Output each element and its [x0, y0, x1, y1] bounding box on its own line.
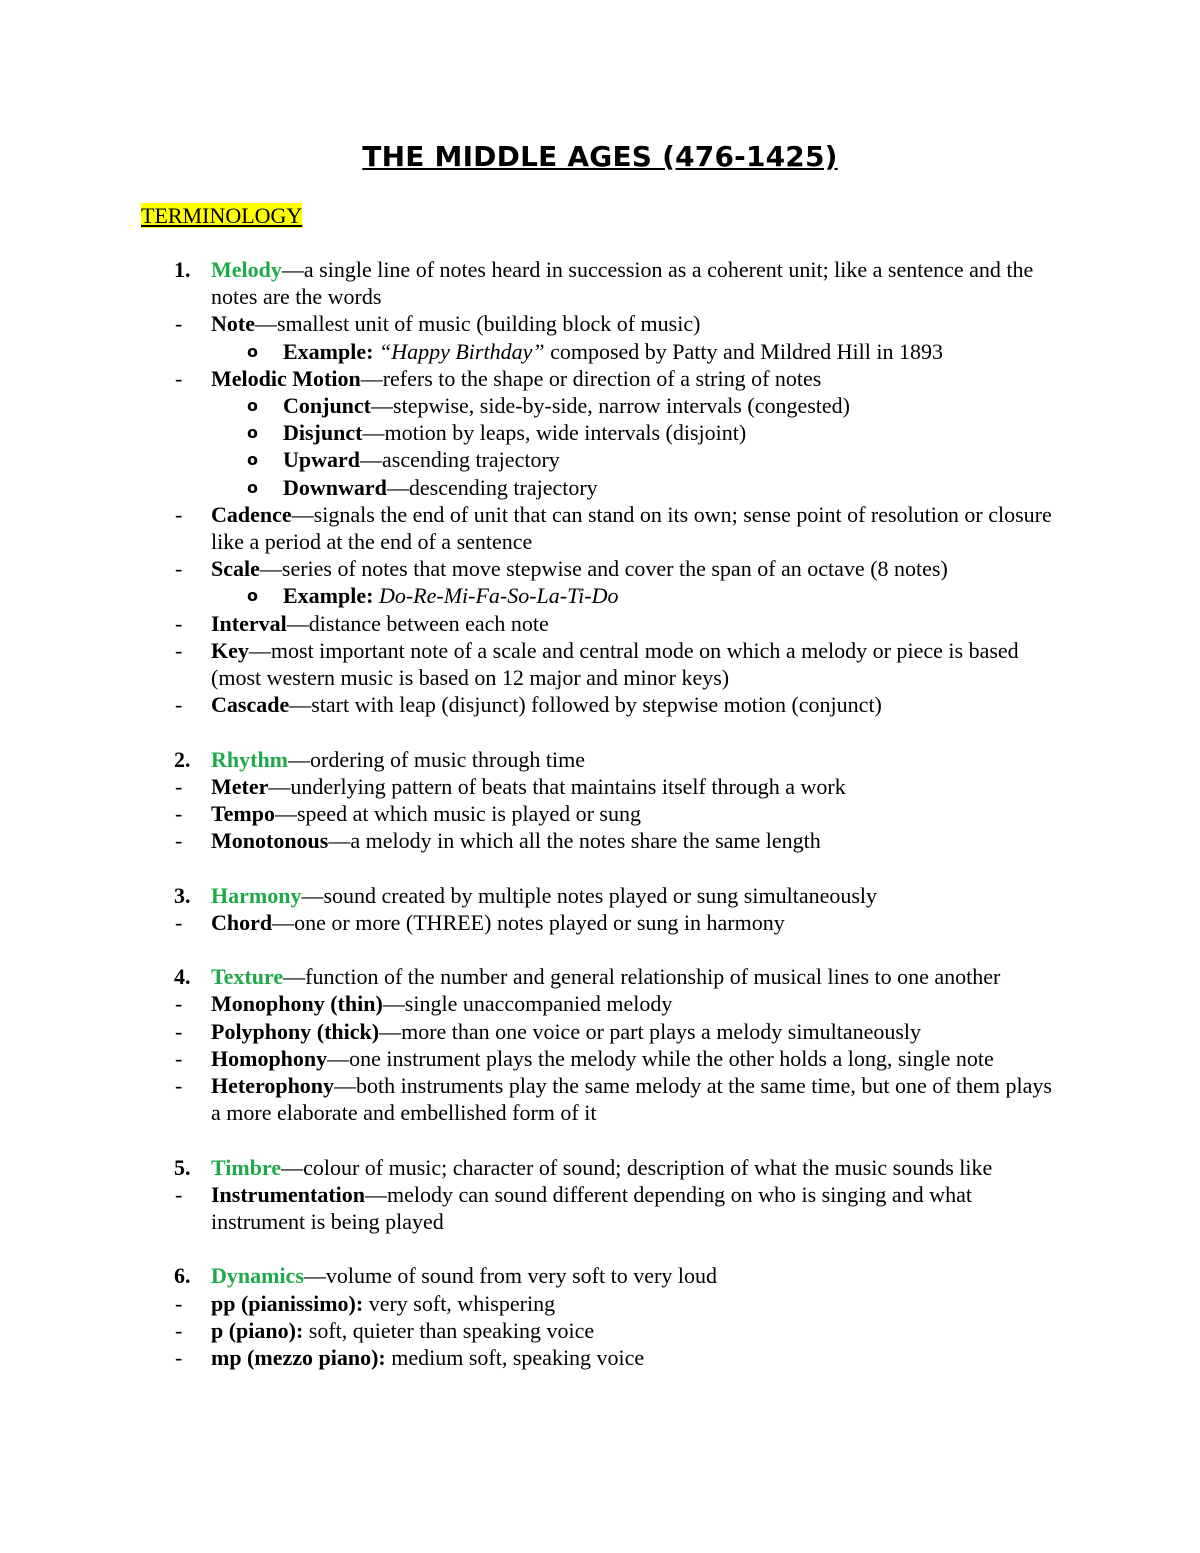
bullet-term: Disjunct: [283, 420, 363, 446]
subterm-name: Monophony (thin): [211, 991, 383, 1017]
subterm-name: Interval: [211, 610, 287, 636]
bullet-item: [247, 474, 1066, 501]
term-name: Harmony: [211, 882, 302, 908]
dash-marker: -: [175, 311, 183, 337]
subterm-name: Note: [211, 311, 255, 337]
subterm-name: Melodic Motion: [211, 365, 361, 391]
subterm-name: mp (mezzo piano):: [211, 1345, 386, 1371]
term-definition: —volume of sound from very soft to very loud: [303, 1263, 717, 1289]
term-line: [211, 882, 1066, 909]
bullet-term: Downward: [283, 474, 387, 500]
subterm-definition: —melody can sound different depending on who is singing and what instrument is being played: [211, 1181, 972, 1235]
subterm-name: Meter: [211, 773, 269, 799]
bullet-text: —motion by leaps, wide intervals (disjoint): [362, 420, 747, 446]
term-line: [211, 963, 1066, 990]
dash-marker: -: [175, 828, 183, 854]
subterm-definition: —a melody in which all the notes share the same length: [328, 828, 821, 854]
term-definition: —a single line of notes heard in succession as a coherent unit; like a sentence and the notes are the words: [211, 257, 1034, 310]
term-number: 4.: [174, 964, 191, 990]
subterm-item: [175, 1290, 1066, 1317]
term-definition: —function of the number and general relationship of musical lines to one another: [283, 964, 1001, 990]
subterm-item: [175, 1072, 1066, 1126]
term-item: [141, 963, 1066, 1126]
bullet-item: [247, 419, 1066, 446]
subterm-definition: —smallest unit of music (building block of music): [254, 311, 701, 337]
bullet-circle-icon: o: [247, 396, 258, 416]
bullet-item: [247, 446, 1066, 473]
subterm-name: Scale: [211, 556, 260, 582]
bullet-term: Example:: [283, 338, 379, 364]
subterm-name: p (piano):: [211, 1317, 304, 1343]
subterm-name: Cadence: [211, 501, 292, 527]
bullet-text: —stepwise, side-by-side, narrow intervals (congested): [371, 393, 850, 419]
subterm-definition: —refers to the shape or direction of a string of notes: [360, 365, 822, 391]
subterm-item: [175, 1018, 1066, 1045]
term-name: Dynamics: [211, 1263, 304, 1289]
dash-marker: -: [175, 637, 183, 663]
terminology-list: [141, 256, 1066, 1371]
bullet-item: [247, 338, 1066, 365]
subterm-definition: medium soft, speaking voice: [385, 1345, 645, 1371]
dash-marker: -: [175, 1073, 183, 1099]
subterm-definition: —signals the end of unit that can stand on its own; sense point of resolution or closure like a period at the end of a sentence: [211, 501, 1052, 555]
bullet-term: Example:: [283, 583, 379, 609]
subterm-item: [175, 1344, 1066, 1371]
subterm-definition: —both instruments play the same melody at the same time, but one of them plays a more elaborate and embellished form of it: [211, 1073, 1052, 1126]
dash-marker: -: [175, 1317, 183, 1343]
subterm-definition: —one instrument plays the melody while the other holds a long, single note: [327, 1045, 994, 1071]
subterm-name: Tempo: [211, 801, 275, 827]
bullet-example: Do-Re-Mi-Fa-So-La-Ti-Do: [378, 583, 619, 609]
subterm-item: [175, 637, 1066, 691]
dash-marker: -: [175, 1290, 183, 1316]
bullet-item: [247, 582, 1066, 609]
subterm-item: [175, 800, 1066, 827]
subterm-definition: very soft, whispering: [363, 1290, 556, 1316]
subterm-definition: —series of notes that move stepwise and cover the span of an octave (8 notes): [259, 556, 948, 582]
term-item: [141, 1154, 1066, 1236]
dash-marker: -: [175, 991, 183, 1017]
subterm-name: Chord: [211, 909, 273, 935]
subterm-item: [175, 555, 1066, 582]
subterm-name: Monotonous: [211, 828, 329, 854]
bullet-circle-icon: o: [247, 423, 258, 443]
section-heading: [141, 203, 302, 229]
subterm-item: [175, 773, 1066, 800]
subterm-definition: —more than one voice or part plays a melody simultaneously: [379, 1018, 922, 1044]
term-name: Texture: [211, 964, 284, 990]
subterm-definition: —speed at which music is played or sung: [274, 801, 641, 827]
bullet-circle-icon: o: [247, 450, 258, 470]
term-name: Melody: [211, 257, 282, 282]
dash-marker: -: [175, 801, 183, 827]
bullet-text: —descending trajectory: [386, 474, 598, 500]
term-definition: —sound created by multiple notes played or sung simultaneously: [301, 882, 878, 908]
subterm-definition: —distance between each note: [286, 610, 549, 636]
bullet-item: [247, 392, 1066, 419]
section-heading-text: TERMINOLOGY: [141, 203, 303, 228]
term-number: 6.: [174, 1263, 191, 1289]
subterm-name: Key: [211, 637, 249, 663]
bullet-term: Conjunct: [283, 393, 372, 419]
subterm-name: Instrumentation: [211, 1181, 366, 1207]
term-definition: —colour of music; character of sound; description of what the music sounds like: [281, 1154, 993, 1180]
subterm-definition: —single unaccompanied melody: [382, 991, 673, 1017]
subterm-item: [175, 691, 1066, 718]
term-number: 1.: [174, 257, 191, 282]
term-line: [211, 1262, 1066, 1289]
term-number: 2.: [174, 746, 191, 772]
term-line: [211, 1154, 1066, 1181]
subterm-item: [175, 827, 1066, 854]
subterm-item: [175, 365, 1066, 392]
term-item: [141, 882, 1066, 936]
page-title: THE MIDDLE AGES (476-1425): [362, 140, 838, 173]
subterm-name: Heterophony: [211, 1073, 335, 1099]
bullet-circle-icon: o: [247, 586, 258, 606]
subterm-name: pp (pianissimo):: [211, 1290, 364, 1316]
subterm-item: [175, 909, 1066, 936]
dash-marker: -: [175, 556, 183, 582]
term-item: [141, 1262, 1066, 1371]
subterm-item: [175, 990, 1066, 1017]
subterm-item: [175, 610, 1066, 637]
dash-marker: -: [175, 773, 183, 799]
bullet-circle-icon: o: [247, 341, 258, 361]
dash-marker: -: [175, 501, 183, 527]
term-name: Rhythm: [211, 746, 289, 772]
dash-marker: -: [175, 692, 183, 718]
term-line: [211, 256, 1066, 310]
term-number: 5.: [174, 1154, 191, 1180]
dash-marker: -: [175, 365, 183, 391]
subterm-item: [175, 501, 1066, 555]
subterm-name: Homophony: [211, 1045, 328, 1071]
bullet-tail: composed by Patty and Mildred Hill in 1893: [544, 338, 943, 364]
subterm-definition: —one or more (THREE) notes played or sung in harmony: [272, 909, 785, 935]
subterm-name: Cascade: [211, 692, 290, 718]
term-name: Timbre: [211, 1154, 282, 1180]
dash-marker: -: [175, 1018, 183, 1044]
term-item: [141, 256, 1066, 718]
subterm-definition: soft, quieter than speaking voice: [303, 1317, 595, 1343]
subterm-name: Polyphony (thick): [211, 1018, 380, 1044]
subterm-item: [175, 1181, 1066, 1235]
dash-marker: -: [175, 610, 183, 636]
subterm-definition: —most important note of a scale and central mode on which a melody or piece is based (most western music is based on 12 major and minor keys): [211, 637, 1019, 691]
term-number: 3.: [174, 882, 191, 908]
term-line: [211, 746, 1066, 773]
bullet-text: —ascending trajectory: [360, 447, 560, 473]
dash-marker: -: [175, 1345, 183, 1371]
term-item: [141, 746, 1066, 855]
subterm-item: [175, 310, 1066, 337]
bullet-example: “Happy Birthday”: [378, 338, 545, 364]
subterm-definition: —start with leap (disjunct) followed by stepwise motion (conjunct): [289, 692, 882, 718]
bullet-term: Upward: [283, 447, 361, 473]
subterm-item: [175, 1045, 1066, 1072]
subterm-item: [175, 1317, 1066, 1344]
subterm-definition: —underlying pattern of beats that maintains itself through a work: [268, 773, 846, 799]
bullet-circle-icon: o: [247, 477, 258, 497]
term-definition: —ordering of music through time: [288, 746, 585, 772]
dash-marker: -: [175, 909, 183, 935]
dash-marker: -: [175, 1181, 183, 1207]
dash-marker: -: [175, 1045, 183, 1071]
